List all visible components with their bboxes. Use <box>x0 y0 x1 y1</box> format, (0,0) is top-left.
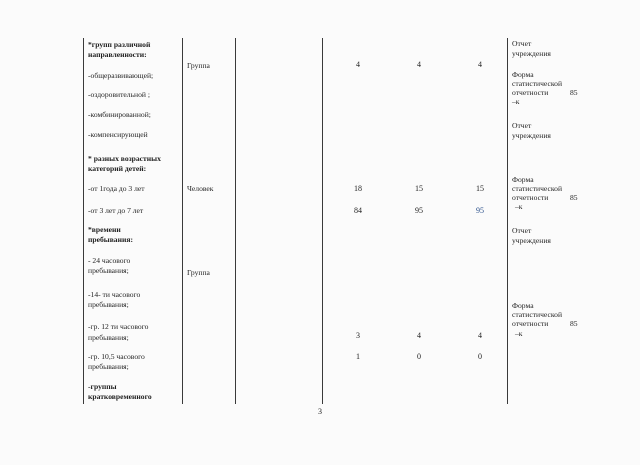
form-1-line2: статистической <box>512 79 563 88</box>
form-1-line3: отчетности <box>512 88 549 97</box>
stay-row-14-line2: пребывания; <box>88 300 129 309</box>
form-3-line1: Форма <box>512 301 534 310</box>
stay-row-14-line1: -14- ти часового <box>88 290 141 299</box>
table-border-col1 <box>182 38 183 404</box>
age-row-1-label: -от 1года до 3 лет <box>88 184 145 193</box>
form-2-line1: Форма <box>512 175 534 184</box>
report-2-line2: учреждения <box>512 131 551 140</box>
form-3-line2: статистической <box>512 310 563 319</box>
age-row-2-value-3: 95 <box>476 206 484 215</box>
unit-groups: Группа <box>187 61 210 70</box>
section-title-stay-2: пребывания: <box>88 235 133 244</box>
report-2-line1: Отчет <box>512 121 532 130</box>
value-groups-3: 4 <box>478 60 482 69</box>
section-title-age-2: категорий детей: <box>88 164 147 173</box>
stay-row-24-line2: пребывания; <box>88 266 129 275</box>
value-groups-2: 4 <box>417 60 421 69</box>
form-2-suffix: –к <box>515 202 523 211</box>
group-type-combined: -комбинированной; <box>88 110 151 119</box>
age-row-1-value-2: 15 <box>415 184 423 193</box>
unit-group-stay: Группа <box>187 268 210 277</box>
stay-12-value-2: 4 <box>417 331 421 340</box>
age-row-2-value-1: 84 <box>354 206 362 215</box>
stay-row-105-line2: пребывания; <box>88 362 129 371</box>
form-1-code: 85 <box>570 88 578 97</box>
form-2-code: 85 <box>570 193 578 202</box>
group-type-general: -общеразвивающей; <box>88 71 154 80</box>
section-title-stay-1: *времени <box>88 225 121 234</box>
form-1-line1: Форма <box>512 70 534 79</box>
page-number: 3 <box>318 407 322 416</box>
table-border-col2 <box>235 38 236 404</box>
form-2-line3: отчетности <box>512 193 549 202</box>
report-3-line2: учреждения <box>512 236 551 245</box>
section-title-groups-2: направленности: <box>88 50 147 59</box>
table-border-col4 <box>507 38 508 404</box>
report-3-line1: Отчет <box>512 226 532 235</box>
group-type-health: -оздоровительной ; <box>88 90 150 99</box>
age-row-2-value-2: 95 <box>415 206 423 215</box>
form-3-line3: отчетности <box>512 319 549 328</box>
report-1-line2: учреждения <box>512 49 551 58</box>
stay-12-value-3: 4 <box>478 331 482 340</box>
stay-row-24-line1: - 24 часового <box>88 256 131 265</box>
stay-row-12-line1: -гр. 12 ти часового <box>88 322 149 331</box>
form-3-suffix: –к <box>515 329 523 338</box>
stay-105-value-2: 0 <box>417 352 421 361</box>
stay-row-12-line2: пребывания; <box>88 333 129 342</box>
age-row-1-value-1: 18 <box>354 184 362 193</box>
stay-row-105-line1: -гр. 10,5 часового <box>88 352 145 361</box>
stay-row-short-line1: -группы <box>88 382 117 391</box>
form-1-suffix: –к <box>512 97 520 106</box>
table-border-left <box>83 38 84 404</box>
table-border-col3 <box>322 38 323 404</box>
value-groups-1: 4 <box>356 60 360 69</box>
report-1-line1: Отчет <box>512 39 532 48</box>
stay-row-short-line2: кратковременного <box>88 392 152 401</box>
form-2-line2: статистической <box>512 184 563 193</box>
section-title-groups-1: *групп различной <box>88 40 151 49</box>
stay-105-value-3: 0 <box>478 352 482 361</box>
stay-12-value-1: 3 <box>356 331 360 340</box>
unit-people: Человек <box>187 184 214 193</box>
group-type-compensating: -компенсирующей <box>88 130 148 139</box>
stay-105-value-1: 1 <box>356 352 360 361</box>
form-3-code: 85 <box>570 319 578 328</box>
age-row-1-value-3: 15 <box>476 184 484 193</box>
age-row-2-label: -от 3 лет до 7 лет <box>88 206 144 215</box>
section-title-age-1: * разных возрастных <box>88 154 161 163</box>
